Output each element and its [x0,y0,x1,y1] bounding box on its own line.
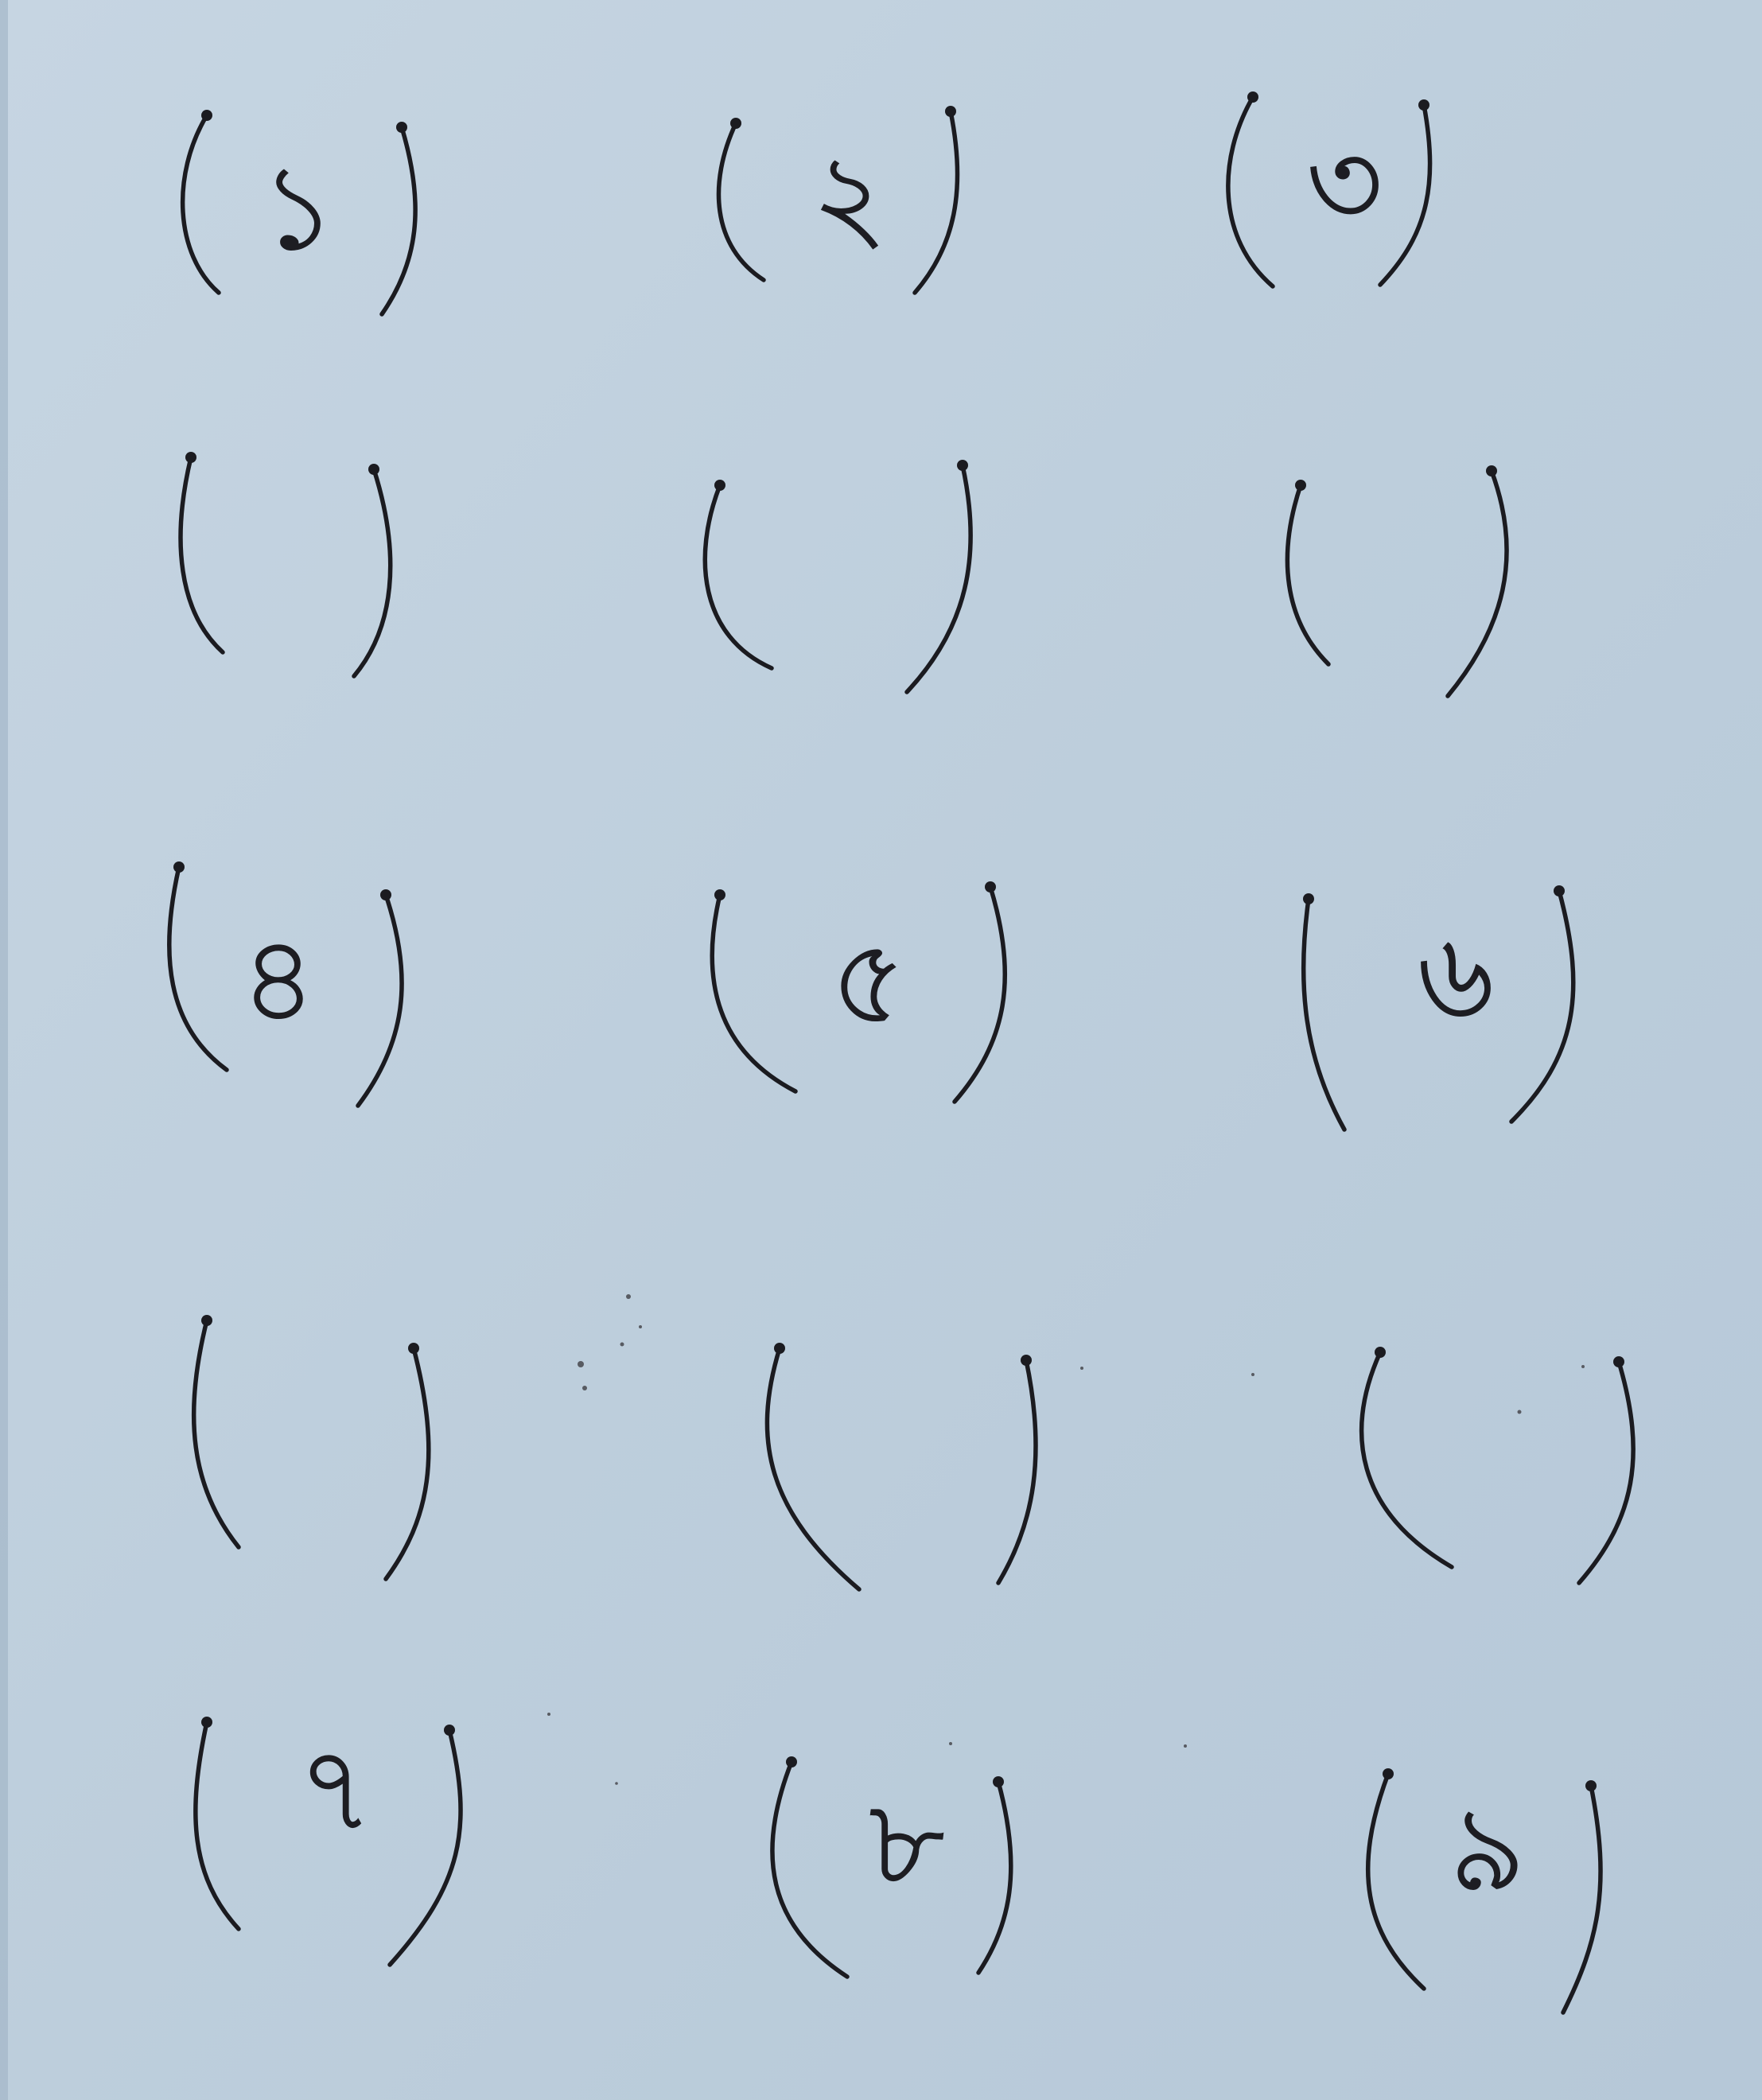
ink-blob [1383,1768,1394,1779]
ink-blob [1486,465,1497,476]
bengali-digit-three: ৩ [1305,115,1383,254]
bengali-digit-six: ৬ [1417,908,1495,1046]
ink-blob [444,1725,455,1736]
ink-blob [1021,1355,1032,1366]
ink-blob [380,889,391,900]
ink-blob [1418,99,1429,111]
ink-blob [201,1315,212,1326]
ink-blob [396,122,407,133]
ink-blob [993,1776,1004,1787]
ink-blob [1613,1356,1624,1367]
ink-blob [714,889,725,900]
bengali-digit-five: ৫ [830,913,908,1052]
bengali-digit-seven: ৭ [297,1721,375,1859]
ink-blob [1247,91,1258,103]
ink-blob [945,106,956,117]
ink-blob [185,452,196,463]
ink-blob [1554,885,1565,896]
bengali-digit-eight: ৮ [868,1775,946,1913]
ink-blob [1375,1347,1386,1358]
ink-blob [1303,893,1314,904]
bengali-digit-one: ১ [259,139,337,278]
ink-blob [201,110,212,121]
ink-blob [201,1717,212,1728]
ink-blob [730,118,741,129]
ink-blob [957,460,968,471]
ink-blob [408,1343,419,1354]
ink-blob [1295,480,1306,491]
ink-blob [1585,1780,1597,1791]
bengali-digit-nine: ৯ [1449,1780,1527,1919]
paper-edge-shadow [0,0,8,2100]
bengali-digit-four: ৪ [239,911,317,1049]
ink-blob [368,464,379,475]
ink-blob [985,881,996,892]
ink-blob [774,1343,785,1354]
bengali-digit-two: ২ [811,128,889,266]
ink-blob [173,861,185,873]
ink-blob [786,1756,797,1768]
ink-blob [714,480,725,491]
